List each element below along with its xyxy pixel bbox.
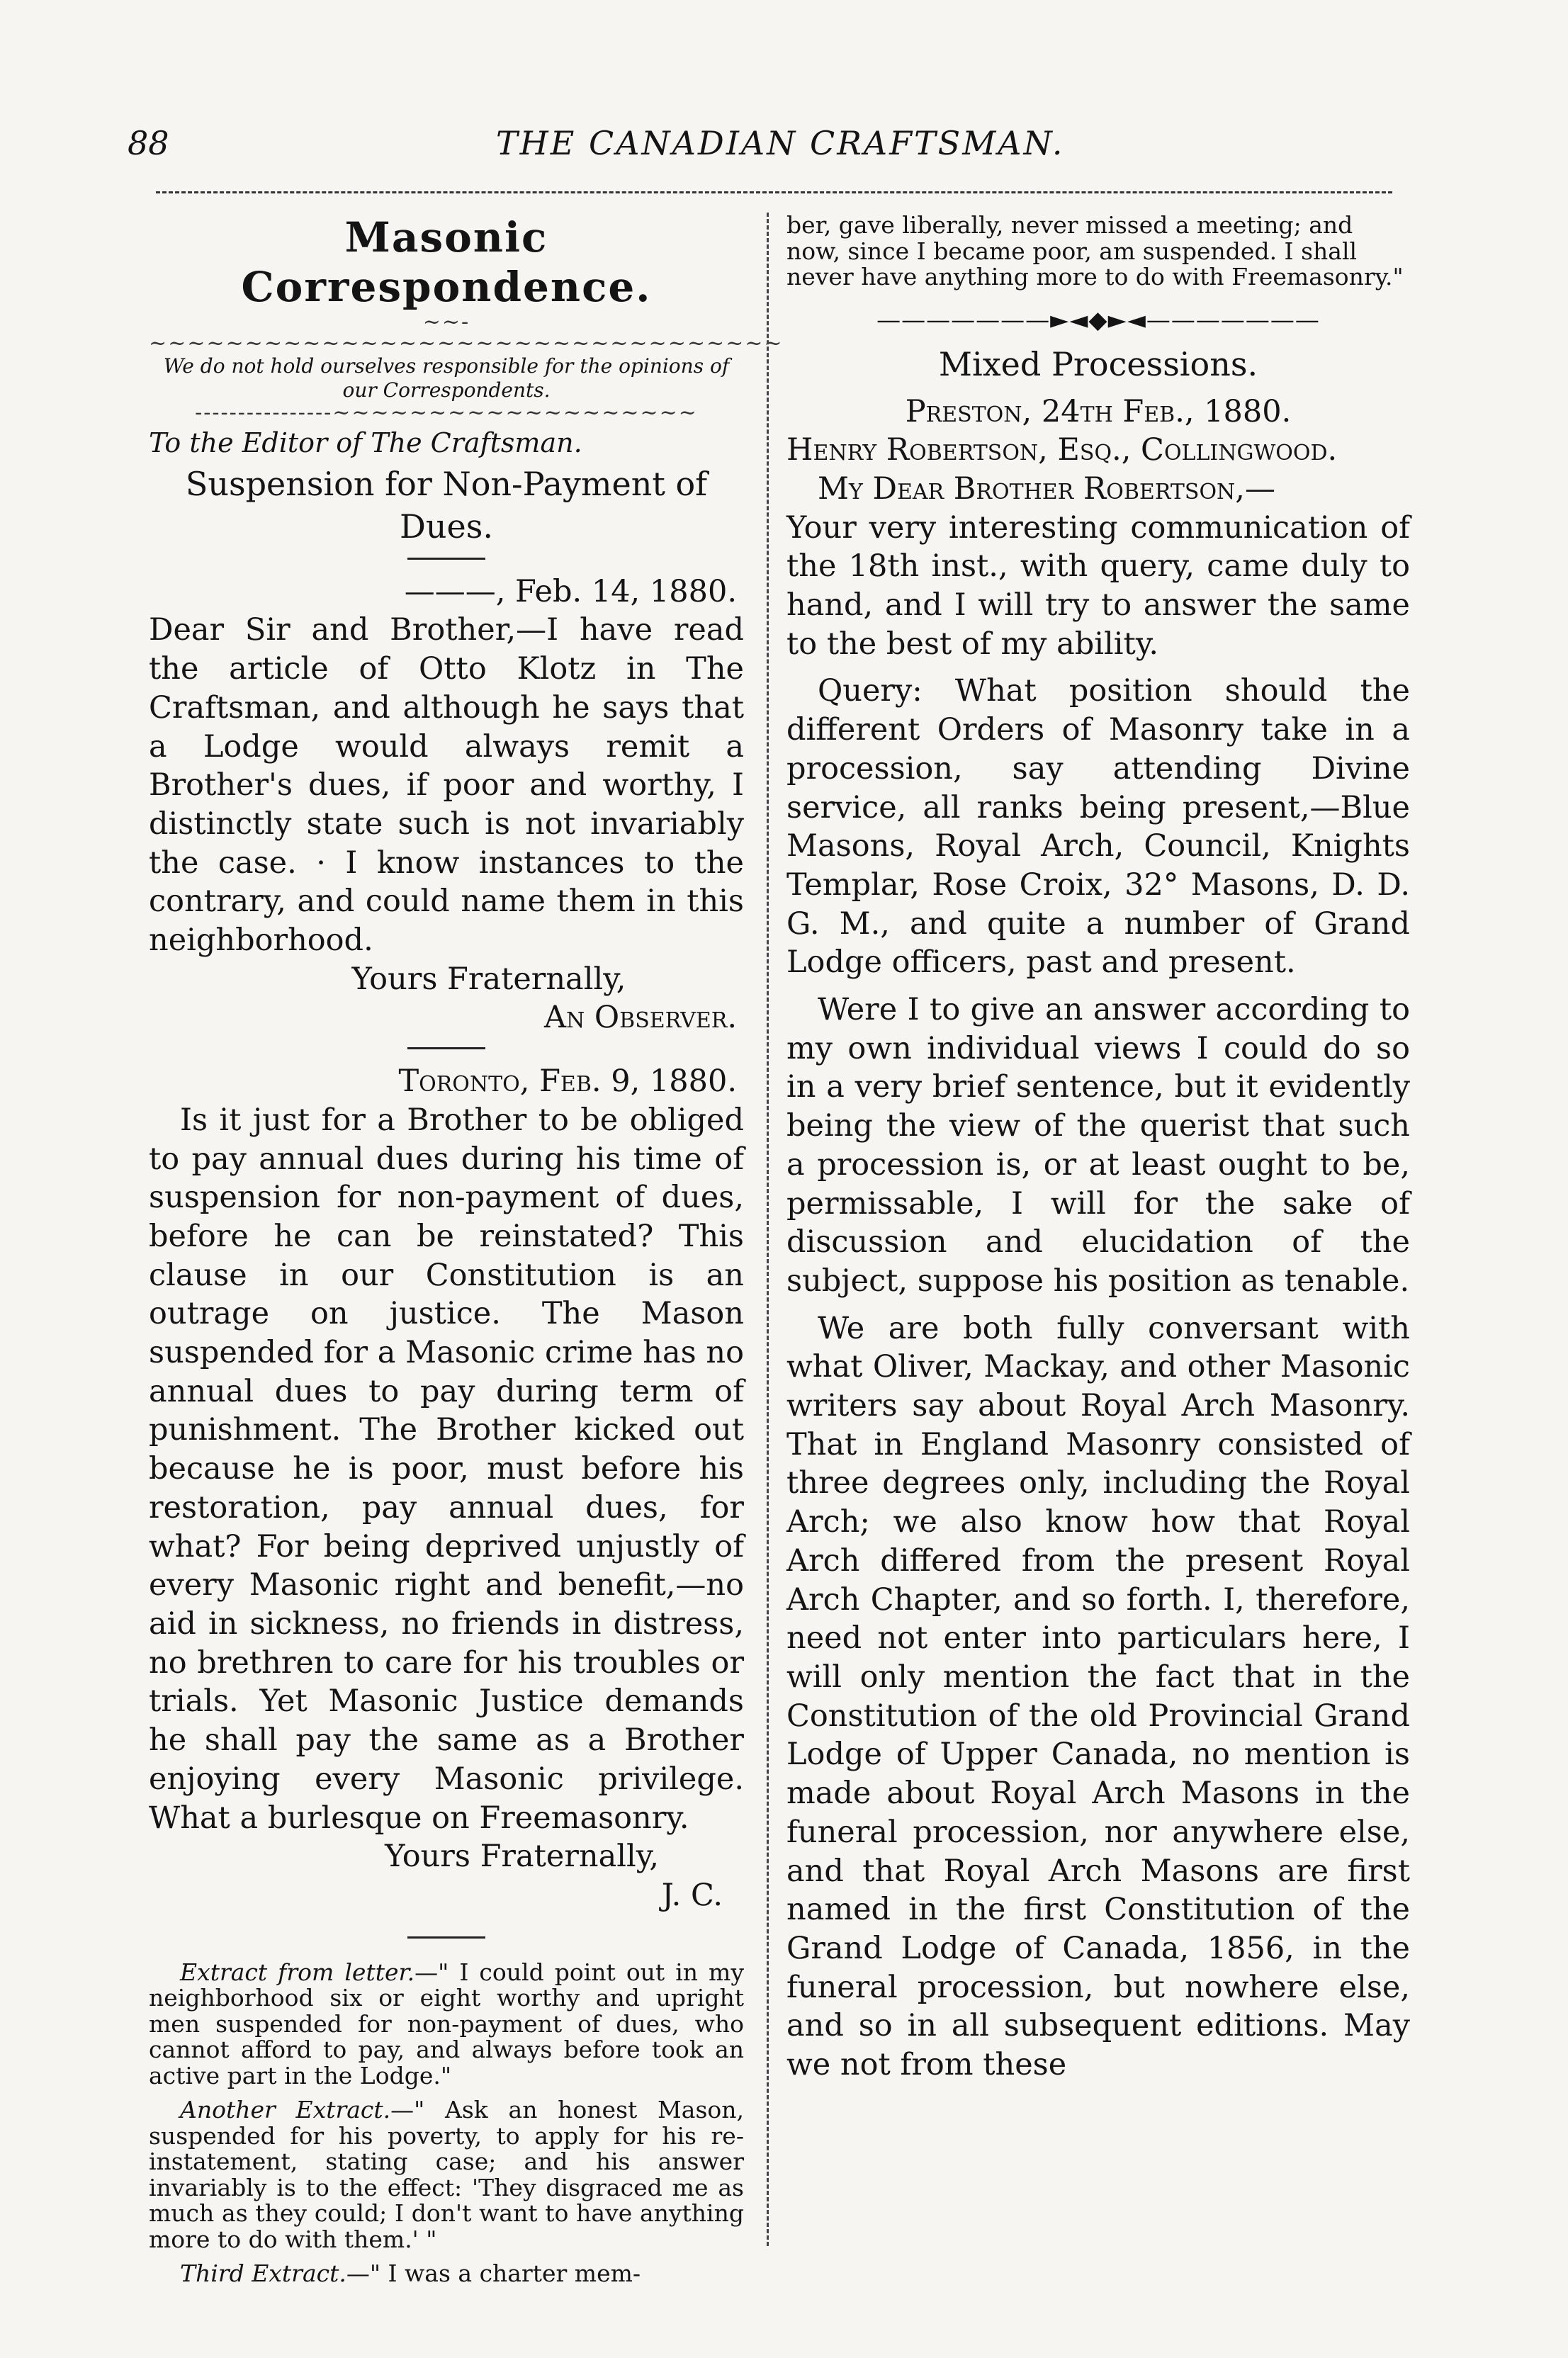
right-column (786, 213, 1410, 2085)
letter2-closing: Yours Fraternally, (385, 1839, 659, 1875)
short-rule (407, 1047, 485, 1049)
article-heading-2: Mixed Processions. (938, 344, 1258, 383)
para-2: Query: What position should the different Orders of Masonry take in a procession, say attending Divine service, all ranks being present,—Blue Masons, Royal Arch, Council, Knights Templar, Rose Croix, 32° Masons, D. D. G. M., and quite a number of Grand Lodge officers, past and present. (786, 673, 1410, 981)
letter1-signature: An Observer. (543, 1000, 737, 1036)
letter2-date: Toronto, Feb. 9, 1880. (398, 1064, 737, 1100)
letter3-date: Preston, 24th Feb., 1880. (905, 393, 1292, 429)
para-4: We are both fully conversant with what Oliver, Mackay, and other Masonic writers say about Royal Arch Masonry. That in England Masonry consisted of three degrees only, including the Royal Arch; we also know how that Royal Arch differed from the present Royal Arch Chapter, and so forth. I, therefore, need not enter into particulars here, I will only mention the fact that in the Constitution of the old Provincial Grand Lodge of Upper Canada, no mention is made about Royal Arch Masons in the funeral procession, nor anywhere else, and that Royal Arch Masons are first named in the first Constitution of the Grand Lodge of Canada, 1856, in the funeral procession, but nowhere else, and so in all subsequent editions. May we not from these (786, 1310, 1410, 2083)
article-heading: Suspension for Non-Payment of Dues. (185, 464, 708, 546)
page-number: 88 (128, 124, 169, 162)
extract-2 (149, 2097, 744, 2252)
letter1-closing: Yours Fraternally, (351, 961, 626, 997)
letter2-body: Is it just for a Brother to be obliged to pay annual dues during his time of suspension for non-payment of dues, before he can be reinstated? This clause in our Constitution is an outrage on justice. The Mason suspended for a Masonic crime has no annual dues to pay during term of punishment. The Brother kicked out because he is poor, must before his restoration, pay annual dues, for what? For being deprived unjustly of every Masonic right and benefit,—no aid in sickness, no friends in distress, no brethren to care for his troubles or trials. Yet Masonic Justice demands he shall pay the same as a Brother enjoying every Masonic privilege. What a burlesque on Freemasonry. (149, 1102, 744, 1836)
extract-1-text: —" I could point out in my neighborhood six or eight worthy and upright men suspended for non-payment of dues, who cannot afford to pay, and always before took an active part in the Lodge." (149, 1958, 744, 2089)
letter1-body: Dear Sir and Brother,—I have read the article of Otto Klotz in The Craftsman, and although he says that a Lodge would always remit a Brother's dues, if poor and worthy, I distinctly state such is not invariably the case. · I know instances to the contrary, and could name them in this neighborhood. (149, 612, 744, 959)
to-editor-line: To the Editor of The Craftsman. (149, 427, 582, 458)
ornament-rule: ———————►◄◆►◄——————— (876, 305, 1320, 334)
wavy-rule-bottom: ----------------~~~~~~~~~~~~~~~~~~~ (195, 400, 698, 425)
extract-3-text: —" I was a charter mem- (346, 2260, 641, 2288)
letter1-date: ———, Feb. 14, 1880. (404, 573, 737, 609)
column-divider (767, 213, 769, 2246)
section-title: Masonic Correspondence. (241, 213, 652, 311)
salutation: My Dear Brother Robertson,— (818, 470, 1275, 507)
letter2-signature: J. C. (661, 1877, 723, 1913)
wavy-rule-top: ~~-~~~~~~~~~~~~~~~~~~~~~~~~~~~~~~~~~ (149, 310, 784, 356)
running-head: THE CANADIAN CRAFTSMAN. (496, 124, 1065, 162)
addressee: Henry Robertson, Esq., Collingwood. (786, 432, 1338, 468)
continuation-text: ber, gave liberally, never missed a meeting; and now, since I became poor, am suspended. I shall never have anything more to do with Freemasonry." (786, 211, 1404, 290)
left-column (149, 213, 784, 2288)
extract-1-label: Extract from letter. (180, 1958, 415, 1986)
short-rule (407, 558, 485, 560)
extract-2-text: —" Ask an honest Mason, suspended for his poverty, to apply for his re-instatement, stating case; and his answer invariably is to the effect: 'They disgraced me as much as they could; I don't want to have anything more to do with them.' " (149, 2096, 744, 2253)
para-3: Were I to give an answer according to my own individual views I could do so in a very brief sentence, but it evidently being the view of the querist that such a procession is, or at least ought to be, permissable, I will for the sake of discussion and elucidation of the subject, suppose his position as tenable. (786, 992, 1410, 1299)
extract-2-label: Another Extract. (180, 2096, 391, 2124)
para-1: Your very interesting communication of the 18th inst., with query, came duly to hand, and I will try to answer the same to the best of my ability. (786, 509, 1410, 662)
extract-1 (149, 1960, 744, 2089)
disclaimer: We do not hold ourselves responsible for the opinions of our Correspondents. (163, 354, 730, 402)
extract-3-label: Third Extract. (180, 2260, 346, 2288)
extract-3 (149, 2261, 744, 2287)
header-rule (156, 191, 1392, 193)
short-rule (407, 1936, 485, 1939)
